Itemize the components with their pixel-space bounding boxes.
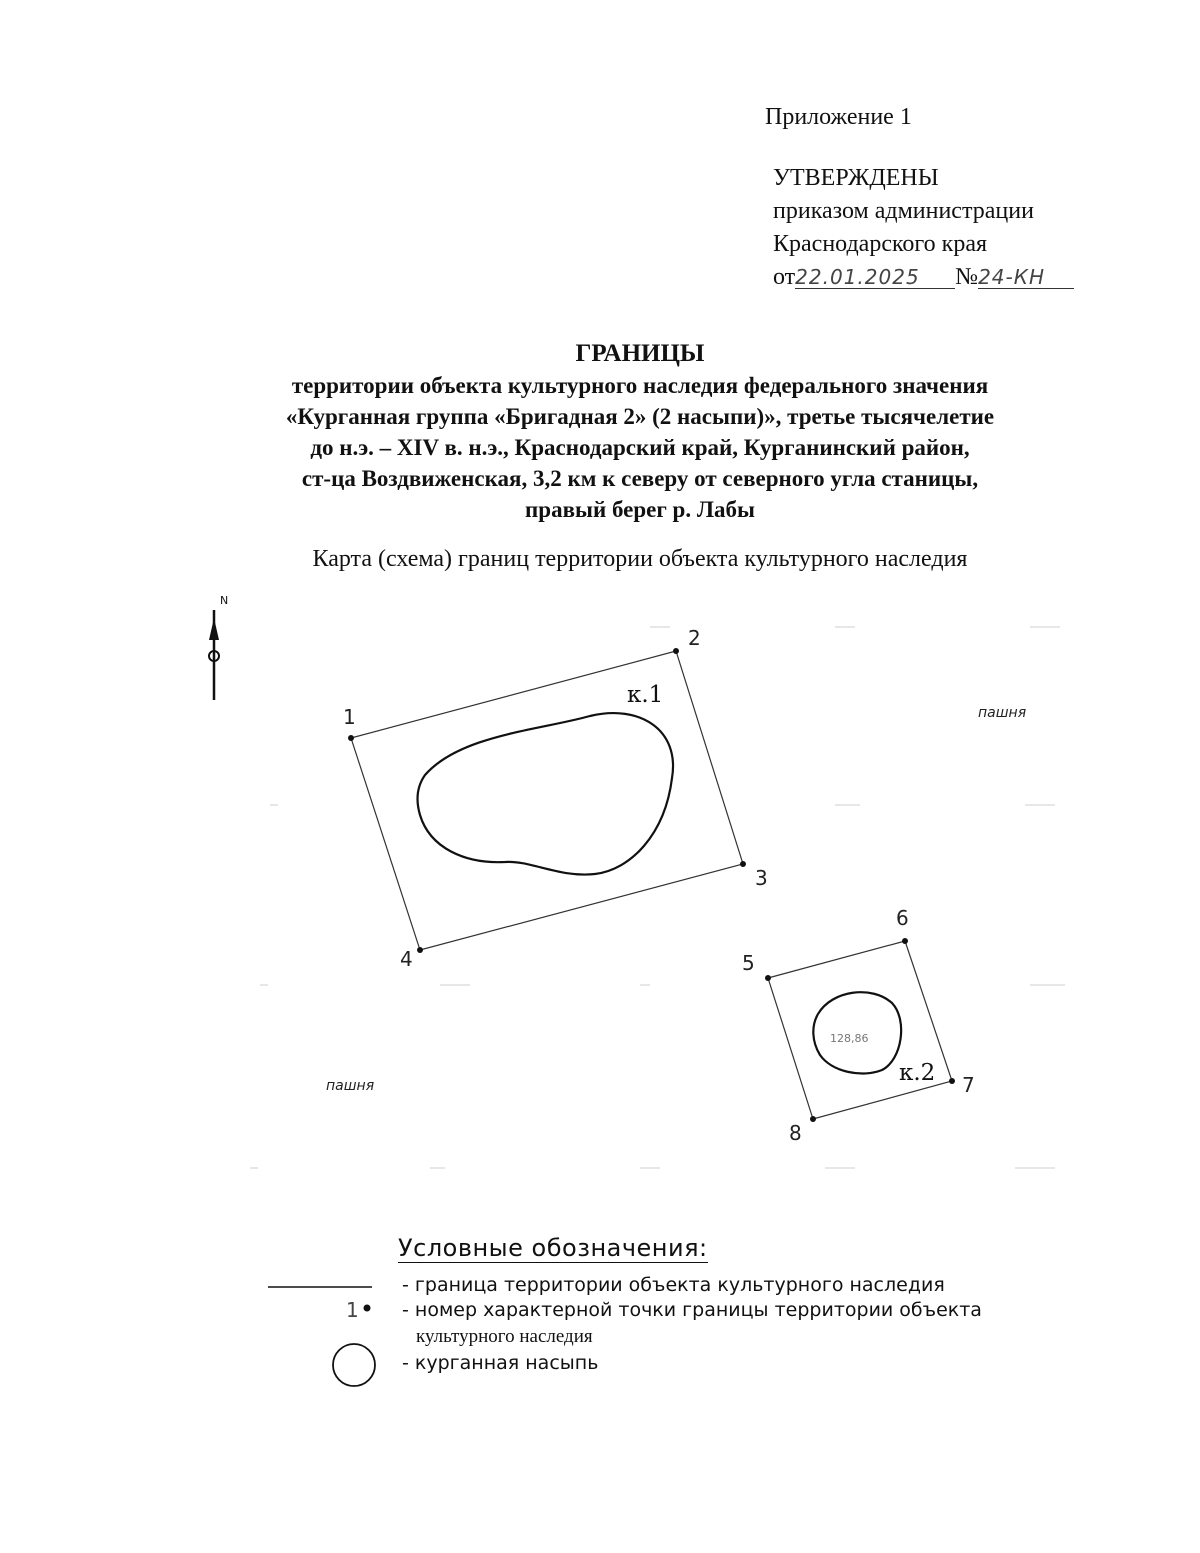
boundary-map [0,580,1200,1220]
legend-title-underline [398,1262,708,1263]
boundary-point-6 [902,938,908,944]
approval-line-1: УТВЕРЖДЕНЫ [773,165,939,191]
title-line-5: правый берег р. Лабы [525,497,755,522]
approval-date: 22.01.2025 [795,266,955,289]
north-label: N [220,594,229,607]
boundary-k1 [351,651,743,950]
mound-k1-outline [418,713,674,874]
legend-point-symbol [364,1305,371,1312]
legend-item-point-cont: культурного наследия [416,1326,593,1347]
legend-item-boundary: - граница территории объекта культурного наследия [402,1274,945,1296]
legend-item-mound: - курганная насыпь [402,1352,599,1374]
approval-block [773,162,1074,294]
boundary-point-2 [673,648,679,654]
boundary-point-8 [810,1116,816,1122]
legend-mound-symbol [333,1344,375,1386]
document-title [150,338,1130,525]
legend-title: Условные обозначения: [398,1234,708,1262]
approval-line-3: Краснодарского края [773,231,988,257]
point-label-6: 6 [896,906,909,930]
point-label-2: 2 [688,626,701,650]
legend-symbols [260,1270,400,1400]
approval-date-line [773,261,1074,294]
mound-label-k1: к.1 [627,682,664,708]
point-label-7: 7 [962,1073,975,1097]
point-label-1: 1 [343,705,356,729]
mound-label-k2: к.2 [899,1060,936,1086]
title-line-2: «Курганная группа «Бригадная 2» (2 насыпи)», третье тысячелетие [285,404,995,429]
elevation-label: 128,86 [830,1032,869,1045]
map-caption: Карта (схема) границ территории объекта культурного наследия [312,546,968,572]
land-label-ne: пашня [978,705,1027,721]
approval-number: 24-КН [978,266,1074,289]
boundary-point-4 [417,947,423,953]
point-label-8: 8 [789,1121,802,1145]
title-line-4: ст-ца Воздвиженская, 3,2 км к северу от северного угла станицы, [301,466,979,491]
appendix-label: Приложение 1 [765,104,912,130]
approval-line-2: приказом администрации [773,198,1034,224]
boundary-point-1 [348,735,354,741]
title-line-1: территории объекта культурного наследия федерального значения [291,373,989,398]
legend-point-number: 1 [346,1298,359,1322]
legend-item-point: - номер характерной точки границы территории объекта [402,1299,982,1321]
title-line-3: до н.э. – XIV в. н.э., Краснодарский край, Курганинский район, [310,435,970,460]
boundary-k2 [768,941,952,1119]
point-label-3: 3 [755,866,768,890]
boundary-point-3 [740,861,746,867]
point-label-5: 5 [742,951,755,975]
north-arrow-icon [209,594,228,700]
approval-number-label: № [955,264,979,290]
boundary-point-5 [765,975,771,981]
land-label-sw: пашня [326,1078,375,1094]
point-label-4: 4 [400,947,413,971]
approval-from-label: от [773,264,796,290]
boundary-point-7 [949,1078,955,1084]
title-main: ГРАНИЦЫ [575,340,705,367]
